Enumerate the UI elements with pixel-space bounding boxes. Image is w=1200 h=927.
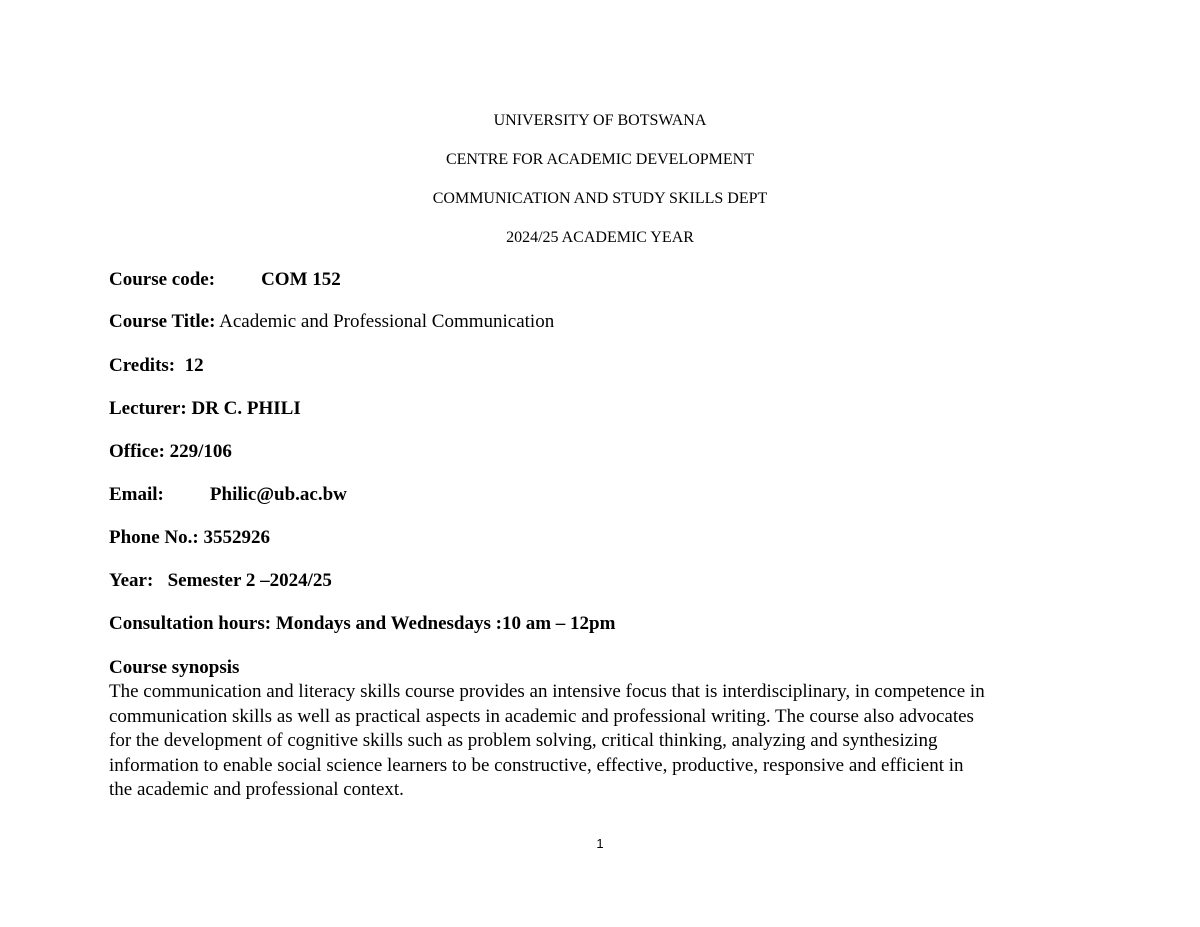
phone-row <box>109 526 270 550</box>
synopsis-line: The communication and literacy skills course provides an intensive focus that is interdisciplinary, in competence in <box>109 681 985 702</box>
lecturer-label: Lecturer: <box>109 398 187 419</box>
course-title-label: Course Title: <box>109 311 216 332</box>
synopsis-line: the academic and professional context. <box>109 779 404 800</box>
credits-label: Credits: <box>109 355 176 376</box>
phone-value: 3552926 <box>203 527 270 548</box>
consultation-value: Mondays and Wednesdays :10 am – 12pm <box>275 613 616 634</box>
email-value: Philic@ub.ac.bw <box>209 484 347 505</box>
synopsis-heading: Course synopsis <box>109 657 240 678</box>
department-name: COMMUNICATION AND STUDY SKILLS DEPT <box>432 190 768 207</box>
synopsis-line: communication skills as well as practical aspects in academic and professional writing. The course also advocates <box>109 705 974 727</box>
year-label: Year: <box>109 570 154 591</box>
synopsis-line: for the development of cognitive skills such as problem solving, critical thinking, analyzing and synthesizing <box>109 730 938 751</box>
credits-value: 12 <box>184 355 204 376</box>
synopsis-body <box>109 680 1099 803</box>
phone-label: Phone No.: <box>109 527 199 548</box>
course-title-value: Academic and Professional Communication <box>219 311 555 332</box>
course-code-label: Course code: <box>109 269 216 290</box>
office-row <box>109 440 232 464</box>
academic-year: 2024/25 ACADEMIC YEAR <box>506 229 694 246</box>
office-label: Office: <box>109 441 165 462</box>
course-title-row <box>109 310 554 334</box>
lecturer-row <box>109 397 301 421</box>
page-number: 1 <box>596 836 604 851</box>
email-label: Email: <box>109 484 164 505</box>
office-value: 229/106 <box>169 441 232 462</box>
year-value: Semester 2 –2024/25 <box>167 570 332 591</box>
email-row <box>109 483 347 507</box>
centre-name: CENTRE FOR ACADEMIC DEVELOPMENT <box>445 151 754 168</box>
year-row <box>109 569 332 593</box>
credits-row <box>109 354 204 378</box>
consultation-label: Consultation hours: <box>109 613 272 634</box>
course-code-value: COM 152 <box>261 269 341 290</box>
consultation-row <box>109 612 615 636</box>
university-name: UNIVERSITY OF BOTSWANA <box>493 112 707 129</box>
lecturer-value: DR C. PHILI <box>191 398 301 419</box>
course-code-row <box>109 268 341 292</box>
synopsis-line: information to enable social science learners to be constructive, effective, productive, responsive and efficient in <box>109 754 964 776</box>
